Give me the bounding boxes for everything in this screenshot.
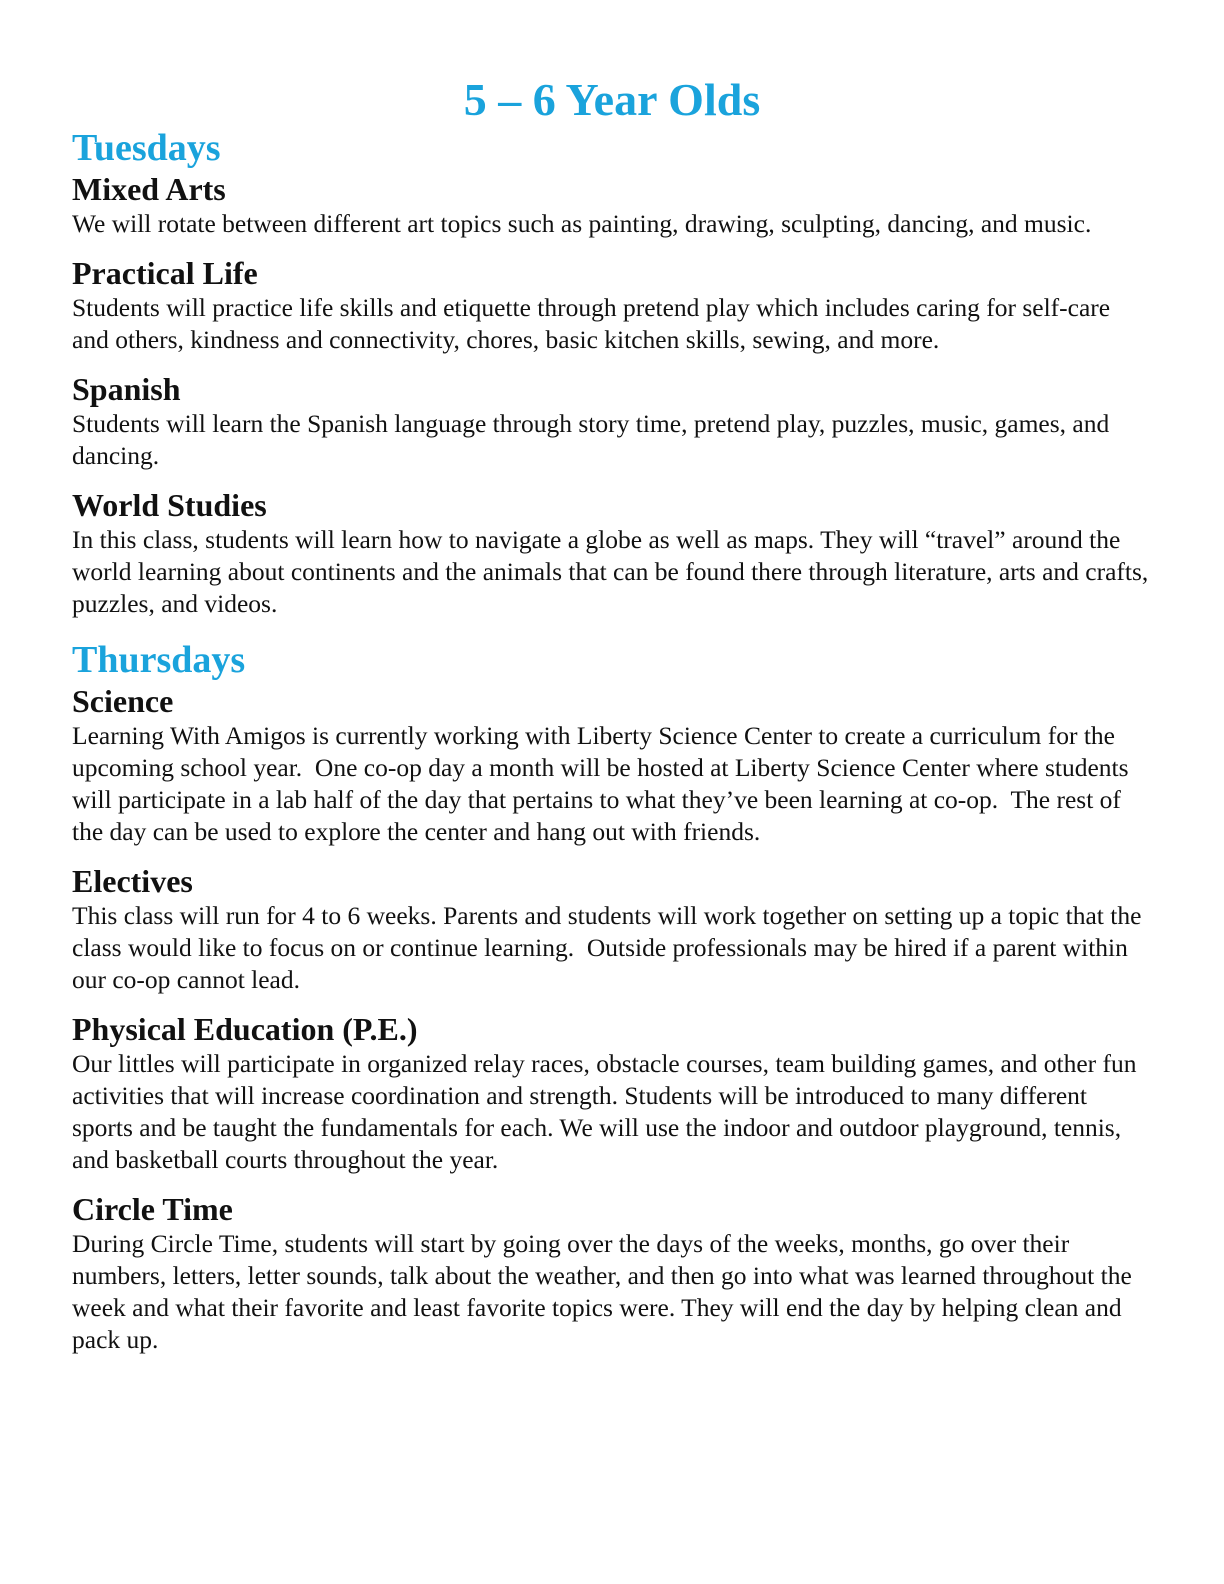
course-science xyxy=(72,682,1152,848)
course-title: World Studies xyxy=(72,487,267,523)
page-title: 5 – 6 Year Olds xyxy=(463,74,761,125)
course-description: During Circle Time, students will start by going over the days of the weeks, months, go over their numbers, letters, letter sounds, talk about the weather, and then go into what was learned throughout the week and what their favorite and least favorite topics were. They will end the day by helping clean and pack up. xyxy=(72,1229,1139,1354)
course-circle-time xyxy=(72,1190,1152,1356)
course-description: This class will run for 4 to 6 weeks. Parents and students will work together on setting up a topic that the class would like to focus on or continue learning. Outside professionals may be hired if a parent within our co-op cannot lead. xyxy=(72,901,1148,994)
course-title: Mixed Arts xyxy=(72,171,226,207)
day-heading-thursdays: Thursdays xyxy=(72,639,246,681)
course-spanish xyxy=(72,370,1152,472)
course-description: Learning With Amigos is currently working with Liberty Science Center to create a curriculum for the upcoming school year. One co-op day a month will be hosted at Liberty Science Center where students will participate in a lab half of the day that pertains to what they’ve been learning at co-op. The rest of the day can be used to explore the center and hang out with friends. xyxy=(72,721,1135,846)
course-world-studies xyxy=(72,486,1155,620)
course-description: Students will practice life skills and etiquette through pretend play which includes caring for self-care and others, kindness and connectivity, chores, basic kitchen skills, sewing, and more. xyxy=(72,293,1117,354)
course-description: Students will learn the Spanish language through story time, pretend play, puzzles, music, games, and dancing. xyxy=(72,409,1116,470)
course-description: In this class, students will learn how to navigate a globe as well as maps. They will “travel” around the world learning about continents and the animals that can be found there through literature, arts and crafts, puzzles, and videos. xyxy=(72,525,1155,618)
course-title: Electives xyxy=(72,863,193,899)
course-mixed-arts xyxy=(72,170,1152,240)
course-description: We will rotate between different art topics such as painting, drawing, sculpting, dancing, and music. xyxy=(72,209,1092,238)
course-title: Physical Education (P.E.) xyxy=(72,1011,418,1047)
course-title: Science xyxy=(72,683,174,719)
day-heading-tuesdays: Tuesdays xyxy=(72,127,221,169)
course-electives xyxy=(72,862,1152,996)
course-practical-life xyxy=(72,254,1152,356)
course-title: Practical Life xyxy=(72,255,258,291)
course-physical-education xyxy=(72,1010,1152,1176)
course-title: Circle Time xyxy=(72,1191,233,1227)
course-description: Our littles will participate in organized relay races, obstacle courses, team building games, and other fun activities that will increase coordination and strength. Students will be introduced to many different sports and be taught the fundamentals for each. We will use the indoor and outdoor playground, tennis, and basketball courts throughout the year. xyxy=(72,1049,1143,1174)
document-page xyxy=(72,72,1155,1370)
course-title: Spanish xyxy=(72,371,181,407)
